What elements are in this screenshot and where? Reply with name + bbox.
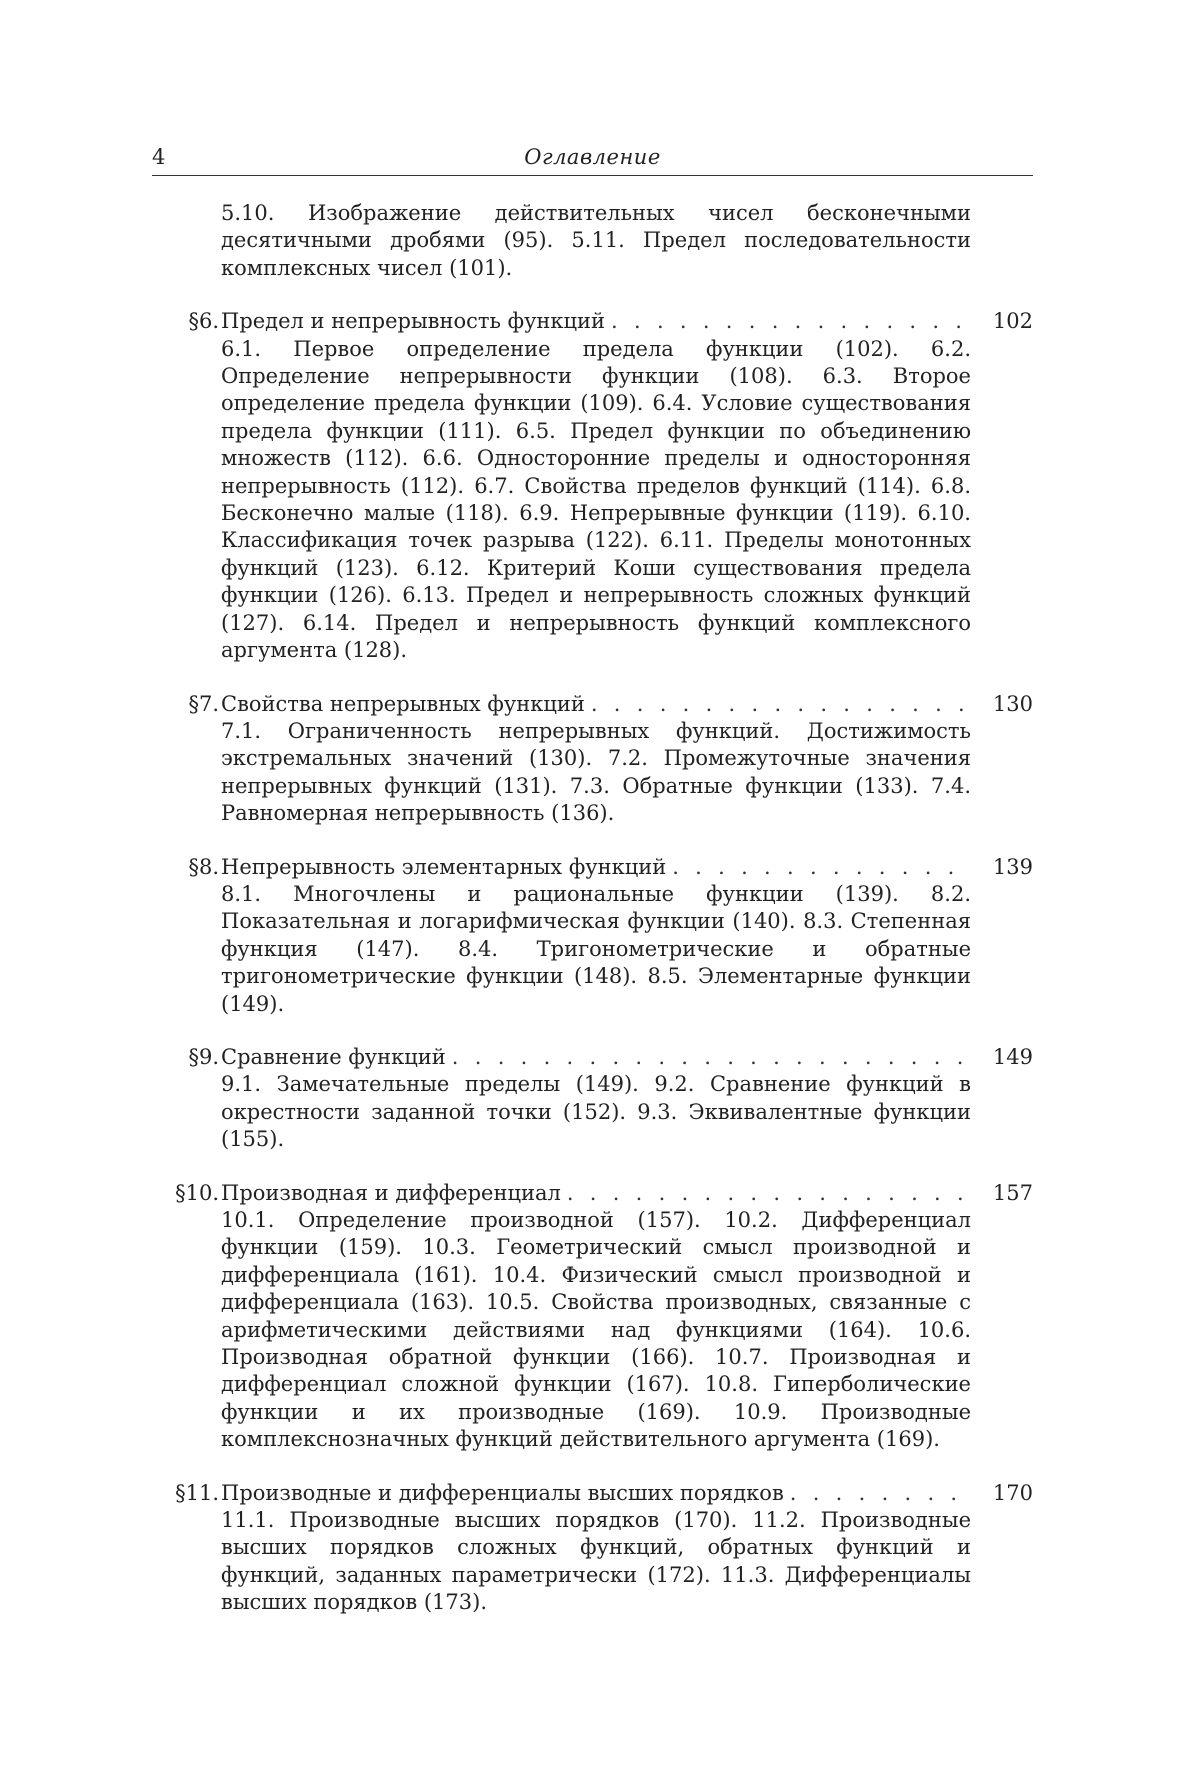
section-number: §8. bbox=[188, 854, 219, 879]
section-number: §10. bbox=[175, 1180, 219, 1205]
toc-entry-heading[interactable] bbox=[152, 1480, 1033, 1507]
subsection-list: 7.1. Ограниченность непрерывных функций. Достижимость экстремальных значений (130). 7.2. Промежуточные значения непрерывных функций (131). 7.3. Обратные функции (133). 7.4. Равномерная непрерывность (136). bbox=[221, 718, 971, 826]
toc-section-11 bbox=[152, 1480, 1033, 1617]
toc-section-6 bbox=[152, 308, 1033, 664]
page-number: 4 bbox=[152, 145, 166, 169]
section-page: 139 bbox=[992, 854, 1033, 879]
dot-leader bbox=[452, 1044, 971, 1071]
subsection-list: 9.1. Замечательные пределы (149). 9.2. Сравнение функций в окрестности заданной точки (152). 9.3. Эквивалентные функции (155). bbox=[221, 1072, 971, 1152]
section-number: §9. bbox=[188, 1044, 219, 1069]
toc-entry-heading[interactable] bbox=[152, 1180, 1033, 1207]
section-title: Непрерывность элементарных функций bbox=[221, 854, 667, 879]
running-head bbox=[152, 145, 1033, 176]
section-page: 130 bbox=[992, 691, 1033, 716]
dot-leader bbox=[790, 1480, 971, 1507]
table-of-contents bbox=[152, 200, 1033, 1617]
section-title: Предел и непрерывность функций bbox=[221, 309, 606, 334]
toc-section-9 bbox=[152, 1044, 1033, 1154]
section-number: §11. bbox=[175, 1480, 219, 1505]
toc-section-10 bbox=[152, 1180, 1033, 1454]
section-title: Производные и дифференциалы высших порядков bbox=[221, 1480, 784, 1505]
section-title: Свойства непрерывных функций bbox=[221, 691, 585, 716]
section-number: §6. bbox=[188, 309, 219, 334]
dot-leader bbox=[591, 691, 971, 718]
toc-entry-heading[interactable] bbox=[152, 854, 1033, 881]
section-page: 157 bbox=[992, 1180, 1033, 1205]
subsection-list: 10.1. Определение производной (157). 10.2. Дифференциал функции (159). 10.3. Геометрический смысл производной и дифференциала (161). 10.4. Физический смысл производной и дифференциала (163). 10.5. Свойства производных, связанные с арифметическими действиями над функциями (164). 10.6. Производная обратной функции (166). 10.7. Производная и дифференциал сложной функции (167). 10.8. Гиперболические функции и их производные (169). 10.9. Производные комплекснозначных функций действительного аргумента (169). bbox=[221, 1208, 971, 1452]
page-title: Оглавление bbox=[524, 145, 661, 169]
subsection-list: 6.1. Первое определение предела функции (102). 6.2. Определение непрерывности функции (108). 6.3. Второе определение предела функции (109). 6.4. Условие существования предела функции (111). 6.5. Предел функции по объединению множеств (112). 6.6. Односторонние пределы и односторонняя непрерывность (112). 6.7. Свойства пределов функций (114). 6.8. Бесконечно малые (118). 6.9. Непрерывные функции (119). 6.10. Классификация точек разрыва (122). 6.11. Пределы монотонных функций (123). 6.12. Критерий Коши существования предела функции (126). 6.13. Предел и непрерывность сложных функций (127). 6.14. Предел и непрерывность функций комплексного аргумента (128). bbox=[221, 336, 971, 663]
toc-entry-heading[interactable] bbox=[152, 308, 1033, 335]
subsection-list: 11.1. Производные высших порядков (170). 11.2. Производные высших порядков сложных функций, обратных функций и функций, заданных параметрически (172). 11.3. Дифференциалы высших порядков (173). bbox=[221, 1508, 971, 1615]
section-page: 102 bbox=[992, 309, 1033, 334]
section-number: §7. bbox=[188, 691, 219, 716]
toc-section-8 bbox=[152, 854, 1033, 1018]
toc-entry-heading[interactable] bbox=[152, 691, 1033, 718]
section-title: Сравнение функций bbox=[221, 1044, 446, 1069]
section-page: 149 bbox=[992, 1044, 1033, 1069]
section-page: 170 bbox=[992, 1480, 1033, 1505]
section-title: Производная и дифференциал bbox=[221, 1180, 561, 1205]
subsection-list: 8.1. Многочлены и рациональные функции (139). 8.2. Показательная и логарифмическая функции (140). 8.3. Степенная функция (147). 8.4. Тригонометрические и обратные тригонометрические функции (148). 8.5. Элементарные функции (149). bbox=[221, 881, 971, 1016]
dot-leader bbox=[672, 854, 971, 881]
dot-leader bbox=[611, 308, 971, 335]
dot-leader bbox=[567, 1180, 971, 1207]
toc-entry-heading[interactable] bbox=[152, 1044, 1033, 1071]
toc-section-7 bbox=[152, 691, 1033, 828]
intro-continuation: 5.10. Изображение действительных чисел бесконечными десятичными дробями (95). 5.11. Предел последовательности комплексных чисел (101). bbox=[221, 201, 971, 280]
